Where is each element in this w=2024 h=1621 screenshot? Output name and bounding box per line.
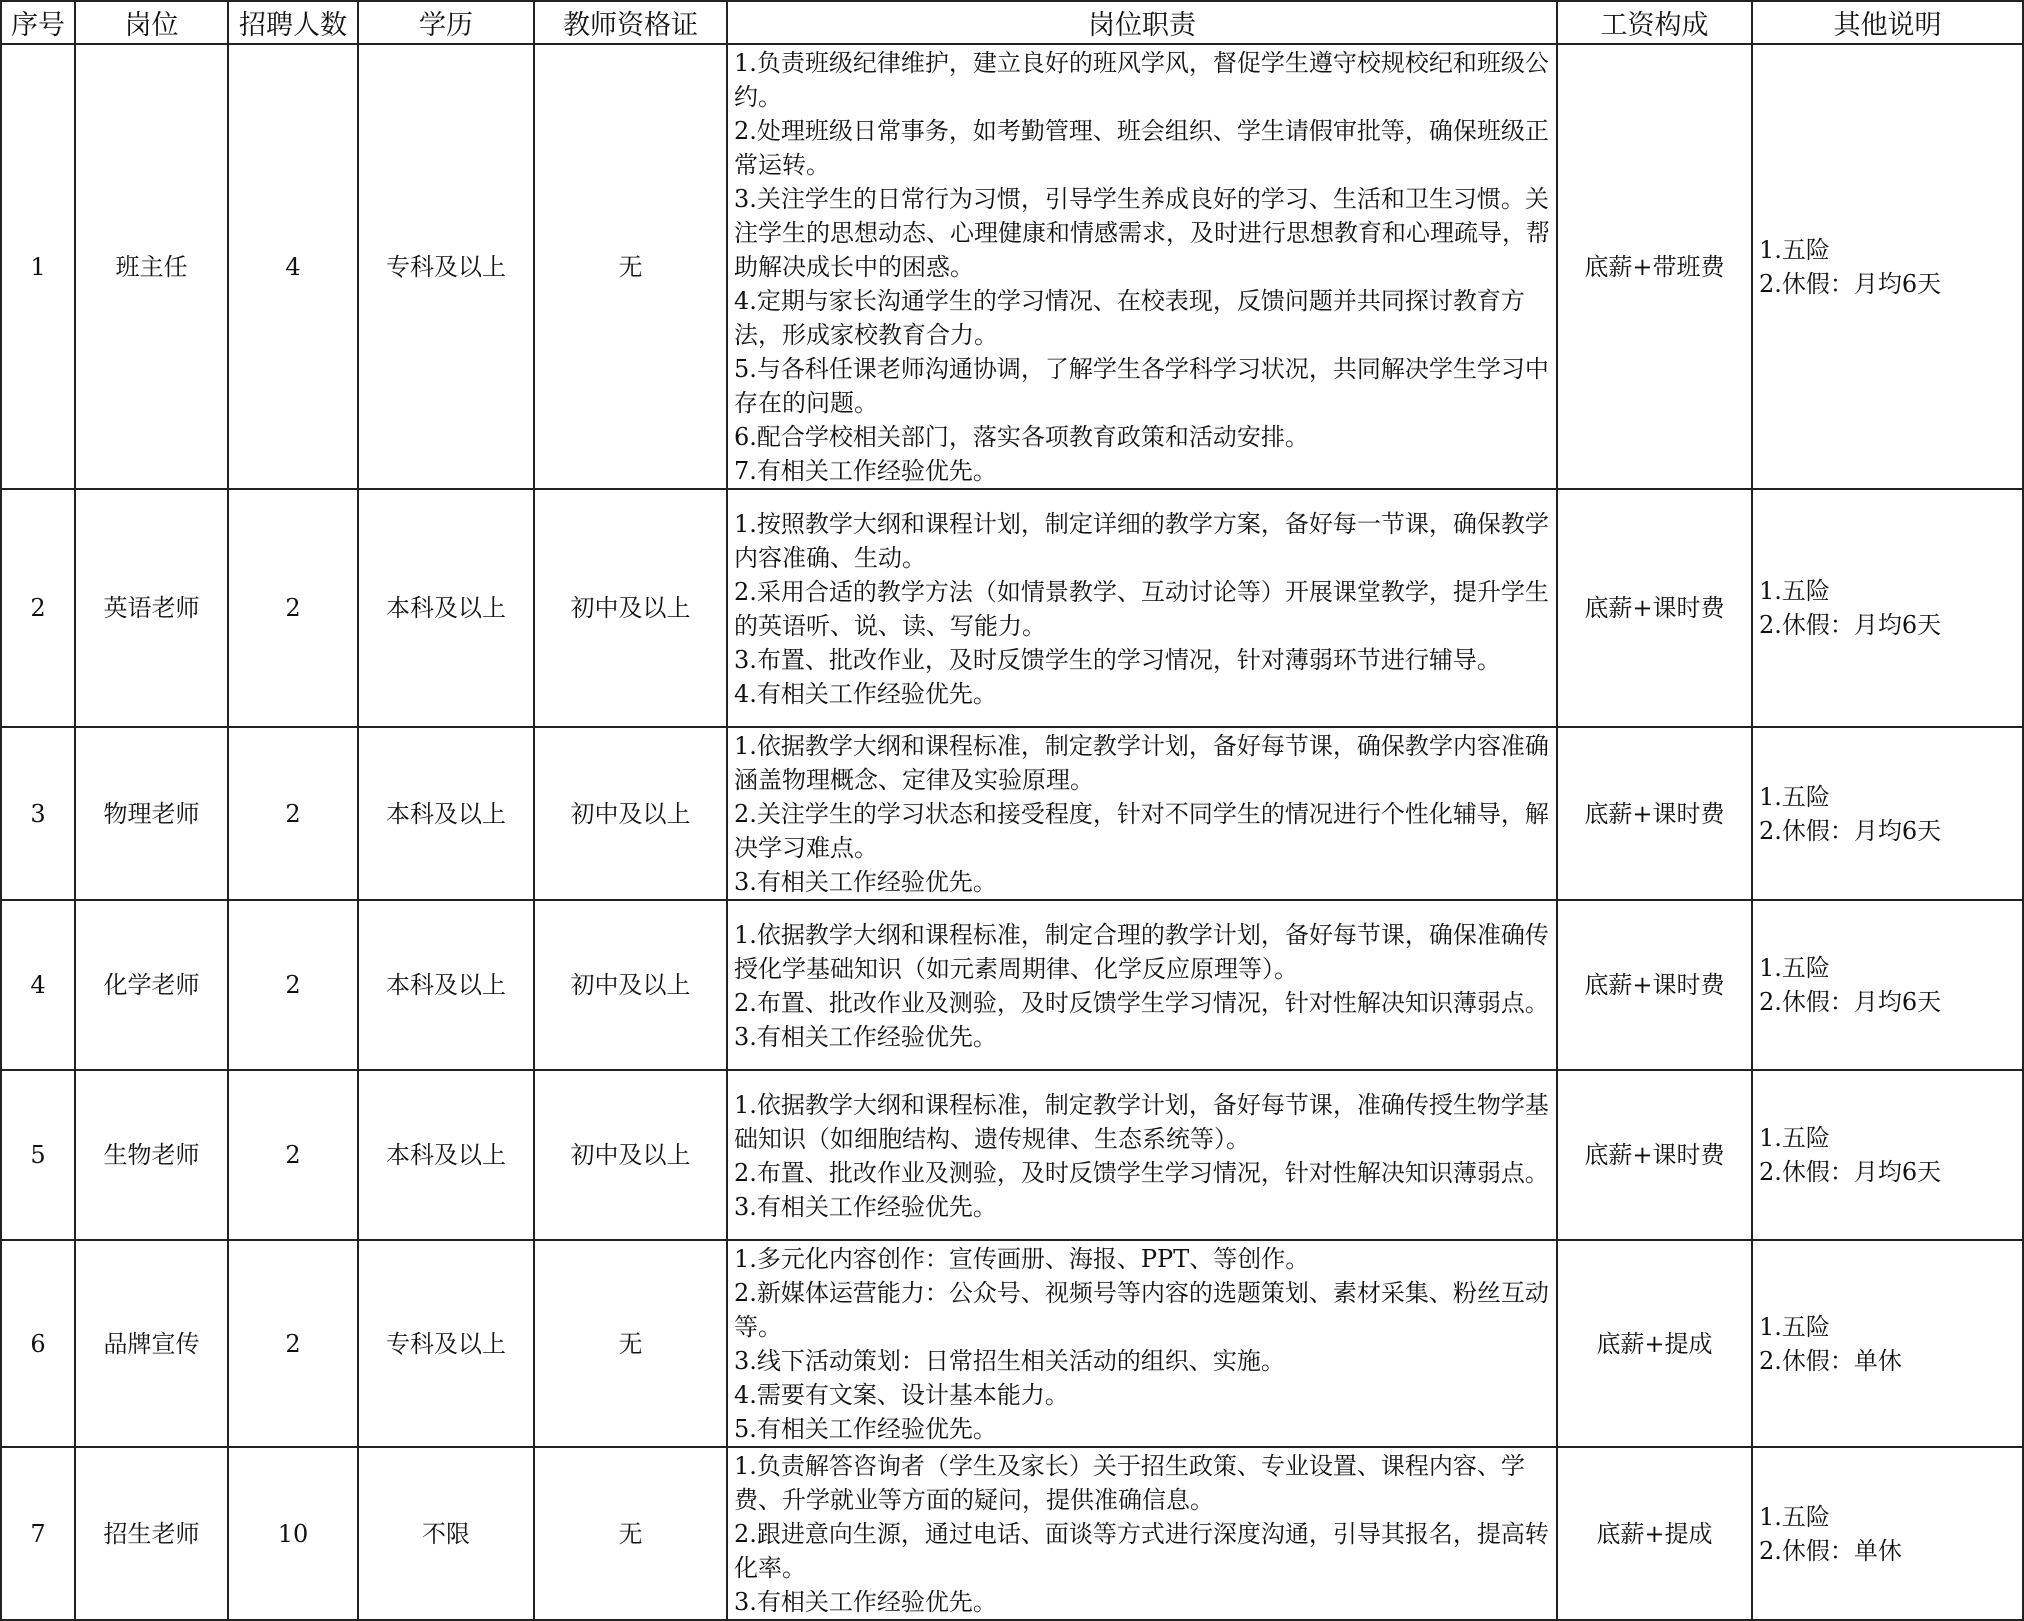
cell-duties: 1.依据教学大纲和课程标准，制定教学计划，备好每节课，确保教学内容准确涵盖物理概念、定律及实验原理。 2.关注学生的学习状态和接受程度，针对不同学生的情况进行个性化辅导，解决学习难点。 3.有相关工作经验优先。 <box>727 727 1557 900</box>
cell-position: 物理老师 <box>75 727 228 900</box>
cell-count: 2 <box>228 727 358 900</box>
cell-count: 2 <box>228 1070 358 1240</box>
cell-education: 本科及以上 <box>358 489 534 727</box>
header-certificate: 教师资格证 <box>534 1 727 44</box>
cell-certificate: 无 <box>534 1447 727 1620</box>
table-row <box>1 44 2023 489</box>
header-other: 其他说明 <box>1752 1 2023 44</box>
header-position: 岗位 <box>75 1 228 44</box>
cell-education: 本科及以上 <box>358 1070 534 1240</box>
cell-duties: 1.负责班级纪律维护，建立良好的班风学风，督促学生遵守校规校纪和班级公约。 2.处理班级日常事务，如考勤管理、班会组织、学生请假审批等，确保班级正常运转。 3.关注学生的日常行为习惯，引导学生养成良好的学习、生活和卫生习惯。关注学生的思想动态、心理健康和情感需求，及时进行思想教育和心理疏导，帮助解决成长中的困惑。 4.定期与家长沟通学生的学习情况、在校表现，反馈问题并共同探讨教育方法，形成家校教育合力。 5.与各科任课老师沟通协调，了解学生各学科学习状况，共同解决学生学习中存在的问题。 6.配合学校相关部门，落实各项教育政策和活动安排。 7.有相关工作经验优先。 <box>727 44 1557 489</box>
header-duties: 岗位职责 <box>727 1 1557 44</box>
cell-no: 6 <box>1 1240 75 1447</box>
cell-education: 专科及以上 <box>358 1240 534 1447</box>
cell-count: 2 <box>228 900 358 1070</box>
header-education: 学历 <box>358 1 534 44</box>
table-row <box>1 900 2023 1070</box>
cell-no: 5 <box>1 1070 75 1240</box>
cell-duties: 1.多元化内容创作：宣传画册、海报、PPT、等创作。 2.新媒体运营能力：公众号、视频号等内容的选题策划、素材采集、粉丝互动等。 3.线下活动策划：日常招生相关活动的组织、实施。 4.需要有文案、设计基本能力。 5.有相关工作经验优先。 <box>727 1240 1557 1447</box>
cell-salary: 底薪+提成 <box>1557 1240 1752 1447</box>
cell-no: 4 <box>1 900 75 1070</box>
table-row <box>1 727 2023 900</box>
cell-certificate: 初中及以上 <box>534 1070 727 1240</box>
cell-duties: 1.依据教学大纲和课程标准，制定合理的教学计划，备好每节课，确保准确传授化学基础知识（如元素周期律、化学反应原理等）。 2.布置、批改作业及测验，及时反馈学生学习情况，针对性解决知识薄弱点。 3.有相关工作经验优先。 <box>727 900 1557 1070</box>
cell-position: 班主任 <box>75 44 228 489</box>
cell-duties: 1.按照教学大纲和课程计划，制定详细的教学方案，备好每一节课，确保教学内容准确、生动。 2.采用合适的教学方法（如情景教学、互动讨论等）开展课堂教学，提升学生的英语听、说、读、写能力。 3.布置、批改作业，及时反馈学生的学习情况，针对薄弱环节进行辅导。 4.有相关工作经验优先。 <box>727 489 1557 727</box>
cell-other: 1.五险 2.休假：月均6天 <box>1752 44 2023 489</box>
cell-salary: 底薪+课时费 <box>1557 1070 1752 1240</box>
cell-no: 2 <box>1 489 75 727</box>
cell-duties: 1.依据教学大纲和课程标准，制定教学计划，备好每节课，准确传授生物学基础知识（如细胞结构、遗传规律、生态系统等）。 2.布置、批改作业及测验，及时反馈学生学习情况，针对性解决知识薄弱点。 3.有相关工作经验优先。 <box>727 1070 1557 1240</box>
header-count: 招聘人数 <box>228 1 358 44</box>
cell-other: 1.五险 2.休假：月均6天 <box>1752 727 2023 900</box>
cell-other: 1.五险 2.休假：月均6天 <box>1752 489 2023 727</box>
cell-other: 1.五险 2.休假：月均6天 <box>1752 1070 2023 1240</box>
cell-position: 生物老师 <box>75 1070 228 1240</box>
cell-salary: 底薪+课时费 <box>1557 900 1752 1070</box>
cell-position: 英语老师 <box>75 489 228 727</box>
cell-position: 品牌宣传 <box>75 1240 228 1447</box>
cell-other: 1.五险 2.休假：单休 <box>1752 1240 2023 1447</box>
table-row <box>1 489 2023 727</box>
cell-salary: 底薪+课时费 <box>1557 489 1752 727</box>
header-salary: 工资构成 <box>1557 1 1752 44</box>
cell-certificate: 无 <box>534 44 727 489</box>
cell-certificate: 无 <box>534 1240 727 1447</box>
cell-other: 1.五险 2.休假：单休 <box>1752 1447 2023 1620</box>
header-no: 序号 <box>1 1 75 44</box>
cell-education: 专科及以上 <box>358 44 534 489</box>
cell-education: 本科及以上 <box>358 727 534 900</box>
table-row <box>1 1070 2023 1240</box>
cell-salary: 底薪+课时费 <box>1557 727 1752 900</box>
cell-other: 1.五险 2.休假：月均6天 <box>1752 900 2023 1070</box>
cell-certificate: 初中及以上 <box>534 489 727 727</box>
cell-position: 化学老师 <box>75 900 228 1070</box>
cell-count: 2 <box>228 1240 358 1447</box>
cell-position: 招生老师 <box>75 1447 228 1620</box>
cell-certificate: 初中及以上 <box>534 900 727 1070</box>
cell-count: 2 <box>228 489 358 727</box>
cell-no: 7 <box>1 1447 75 1620</box>
table-row <box>1 1240 2023 1447</box>
cell-education: 本科及以上 <box>358 900 534 1070</box>
table-row <box>1 1447 2023 1620</box>
cell-duties: 1.负责解答咨询者（学生及家长）关于招生政策、专业设置、课程内容、学费、升学就业等方面的疑问，提供准确信息。 2.跟进意向生源，通过电话、面谈等方式进行深度沟通，引导其报名，提高转化率。 3.有相关工作经验优先。 <box>727 1447 1557 1620</box>
cell-education: 不限 <box>358 1447 534 1620</box>
cell-salary: 底薪+提成 <box>1557 1447 1752 1620</box>
cell-no: 3 <box>1 727 75 900</box>
header-row <box>1 1 2023 44</box>
cell-count: 10 <box>228 1447 358 1620</box>
cell-count: 4 <box>228 44 358 489</box>
cell-salary: 底薪+带班费 <box>1557 44 1752 489</box>
cell-no: 1 <box>1 44 75 489</box>
cell-certificate: 初中及以上 <box>534 727 727 900</box>
